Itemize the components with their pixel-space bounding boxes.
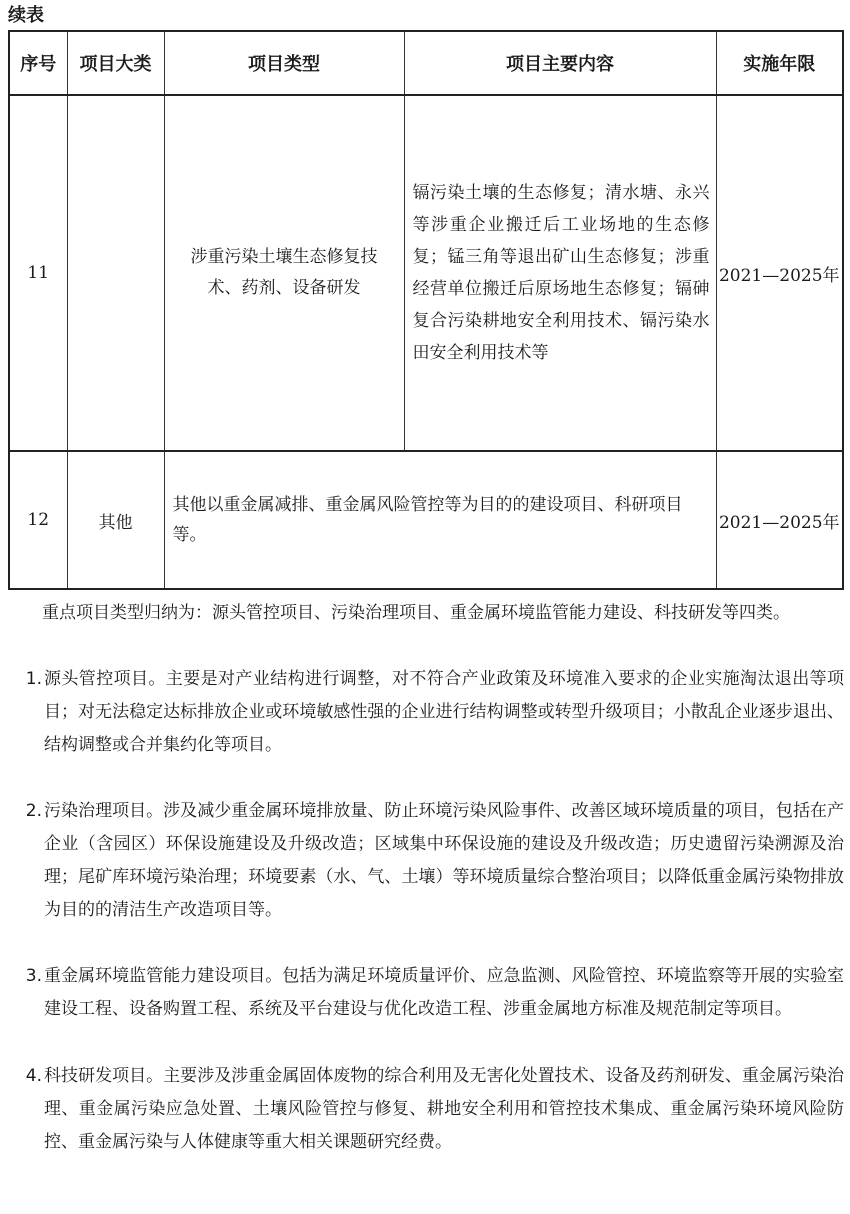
header-no: 序号 <box>9 31 67 95</box>
row-no: 11 <box>9 95 67 451</box>
row-category: 其他 <box>67 451 164 589</box>
header-type: 项目类型 <box>164 31 404 95</box>
header-category: 项目大类 <box>67 31 164 95</box>
project-table <box>8 30 844 590</box>
list-item-number: 4. <box>25 1066 42 1086</box>
table-row <box>9 95 843 451</box>
table-row <box>9 451 843 589</box>
list-item-number: 2. <box>25 801 42 821</box>
list-item-text: 重金属环境监管能力建设项目。包括为满足环境质量评价、应急监测、风险管控、环境监察等开展的实验室建设工程、设备购置工程、系统及平台建设与优化改造工程、涉重金属地方标准及规范制定等项目。 <box>44 966 844 1019</box>
header-years: 实施年限 <box>716 31 843 95</box>
list-item <box>25 960 844 1026</box>
list-item <box>25 795 844 927</box>
row-type: 涉重污染土壤生态修复技术、药剂、设备研发 <box>164 95 404 451</box>
list-item-text: 源头管控项目。主要是对产业结构进行调整，对不符合产业政策及环境准入要求的企业实施淘汰退出等项目；对无法稳定达标排放企业或环境敏感性强的企业进行结构调整或转型升级项目；小散乱企业逐步退出、结构调整或合并集约化等项目。 <box>44 669 844 755</box>
list-item <box>25 1060 844 1159</box>
list-item-text: 科技研发项目。主要涉及涉重金属固体废物的综合利用及无害化处置技术、设备及药剂研发、重金属污染治理、重金属污染应急处置、土壤风险管控与修复、耕地安全利用和管控技术集成、重金属污染环境风险防控、重金属污染与人体健康等重大相关课题研究经费。 <box>44 1066 844 1152</box>
row-content: 镉污染土壤的生态修复；清水塘、永兴等涉重企业搬迁后工业场地的生态修复；锰三角等退出矿山生态修复；涉重经营单位搬迁后原场地生态修复；镉砷复合污染耕地安全利用技术、镉污染水田安全利用技术等 <box>404 95 716 451</box>
list-item-text: 污染治理项目。涉及减少重金属环境排放量、防止环境污染风险事件、改善区域环境质量的项目，包括在产企业（含园区）环保设施建设及升级改造；区域集中环保设施的建设及升级改造；历史遗留污染溯源及治理；尾矿库环境污染治理；环境要素（水、气、土壤）等环境质量综合整治项目；以降低重金属污染物排放为目的的清洁生产改造项目等。 <box>44 801 844 920</box>
row-content: 其他以重金属减排、重金属风险管控等为目的的建设项目、科研项目等。 <box>164 451 716 589</box>
row-years: 2021—2025年 <box>716 451 843 589</box>
row-years: 2021—2025年 <box>716 95 843 451</box>
table-header-row <box>9 31 843 95</box>
list-item-number: 3. <box>25 966 42 986</box>
list-item-number: 1. <box>25 669 42 689</box>
row-category <box>67 95 164 451</box>
intro-paragraph: 重点项目类型归纳为：源头管控项目、污染治理项目、重金属环境监管能力建设、科技研发等四类。 <box>42 603 790 623</box>
row-no: 12 <box>9 451 67 589</box>
header-content: 项目主要内容 <box>404 31 716 95</box>
list-item <box>25 663 844 762</box>
continued-label: 续表 <box>8 5 44 26</box>
